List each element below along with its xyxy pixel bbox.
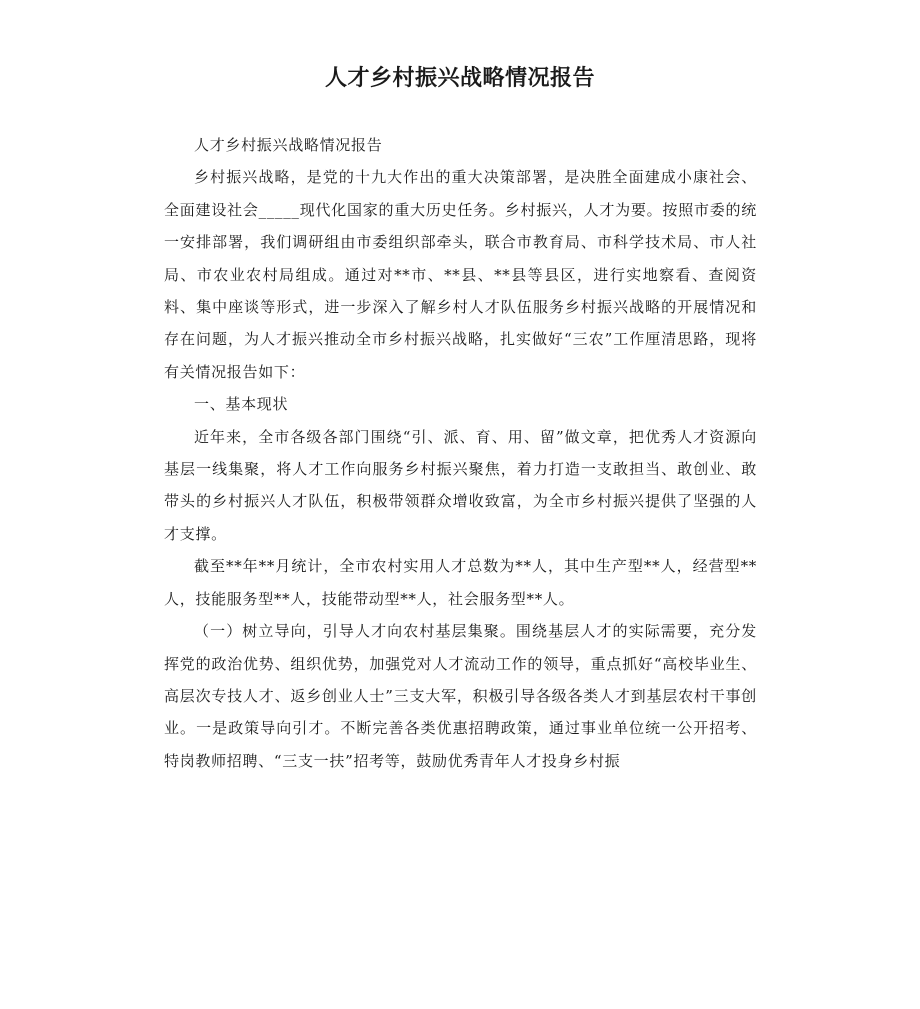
paragraph-intro: 乡村振兴战略，是党的十九大作出的重大决策部署，是决胜全面建成小康社会、全面建设社会_____现代化国家的重大历史任务。乡村振兴，人才为要。按照市委的统一安排部署，我们调研组由市委组织部牵头，联合市教育局、市科学技术局、市人社局、市农业农村局组成。通过对**市、**县、**县等县区，进行实地察看、查阅资料、集中座谈等形式，进一步深入了解乡村人才队伍服务乡村振兴战略的开展情况和存在问题，为人才振兴推动全市乡村振兴战略，扎实做好“三农”工作厘清思路，现将有关情况报告如下：	[164, 168, 757, 381]
document-body	[164, 129, 757, 777]
paragraph-recent-years: 近年来，全市各级各部门围绕“引、派、育、用、留”做文章，把优秀人才资源向基层一线集聚，将人才工作向服务乡村振兴聚焦，着力打造一支敢担当、敢创业、敢带头的乡村振兴人才队伍，积极带领群众增收致富，为全市乡村振兴提供了坚强的人才支撑。	[164, 427, 757, 543]
paragraph-guidance: （一）树立导向，引导人才向农村基层集聚。围绕基层人才的实际需要，充分发挥党的政治优势、组织优势，加强党对人才流动工作的领导，重点抓好“高校毕业生、高层次专技人才、返乡创业人士”三支大军，积极引导各级各类人才到基层农村干事创业。一是政策导向引才。不断完善各类优惠招聘政策，通过事业单位统一公开招考、特岗教师招聘、“三支一扶”招考等，鼓励优秀青年人才投身乡村振	[164, 622, 757, 770]
paragraph-subtitle: 人才乡村振兴战略情况报告	[194, 136, 383, 154]
paragraph-statistics: 截至**年**月统计，全市农村实用人才总数为**人，其中生产型**人，经营型**人，技能服务型**人，技能带动型**人，社会服务型**人。	[164, 557, 757, 608]
section-heading-basic-status: 一、基本现状	[194, 395, 289, 414]
document-title: 人才乡村振兴战略情况报告	[324, 66, 595, 91]
